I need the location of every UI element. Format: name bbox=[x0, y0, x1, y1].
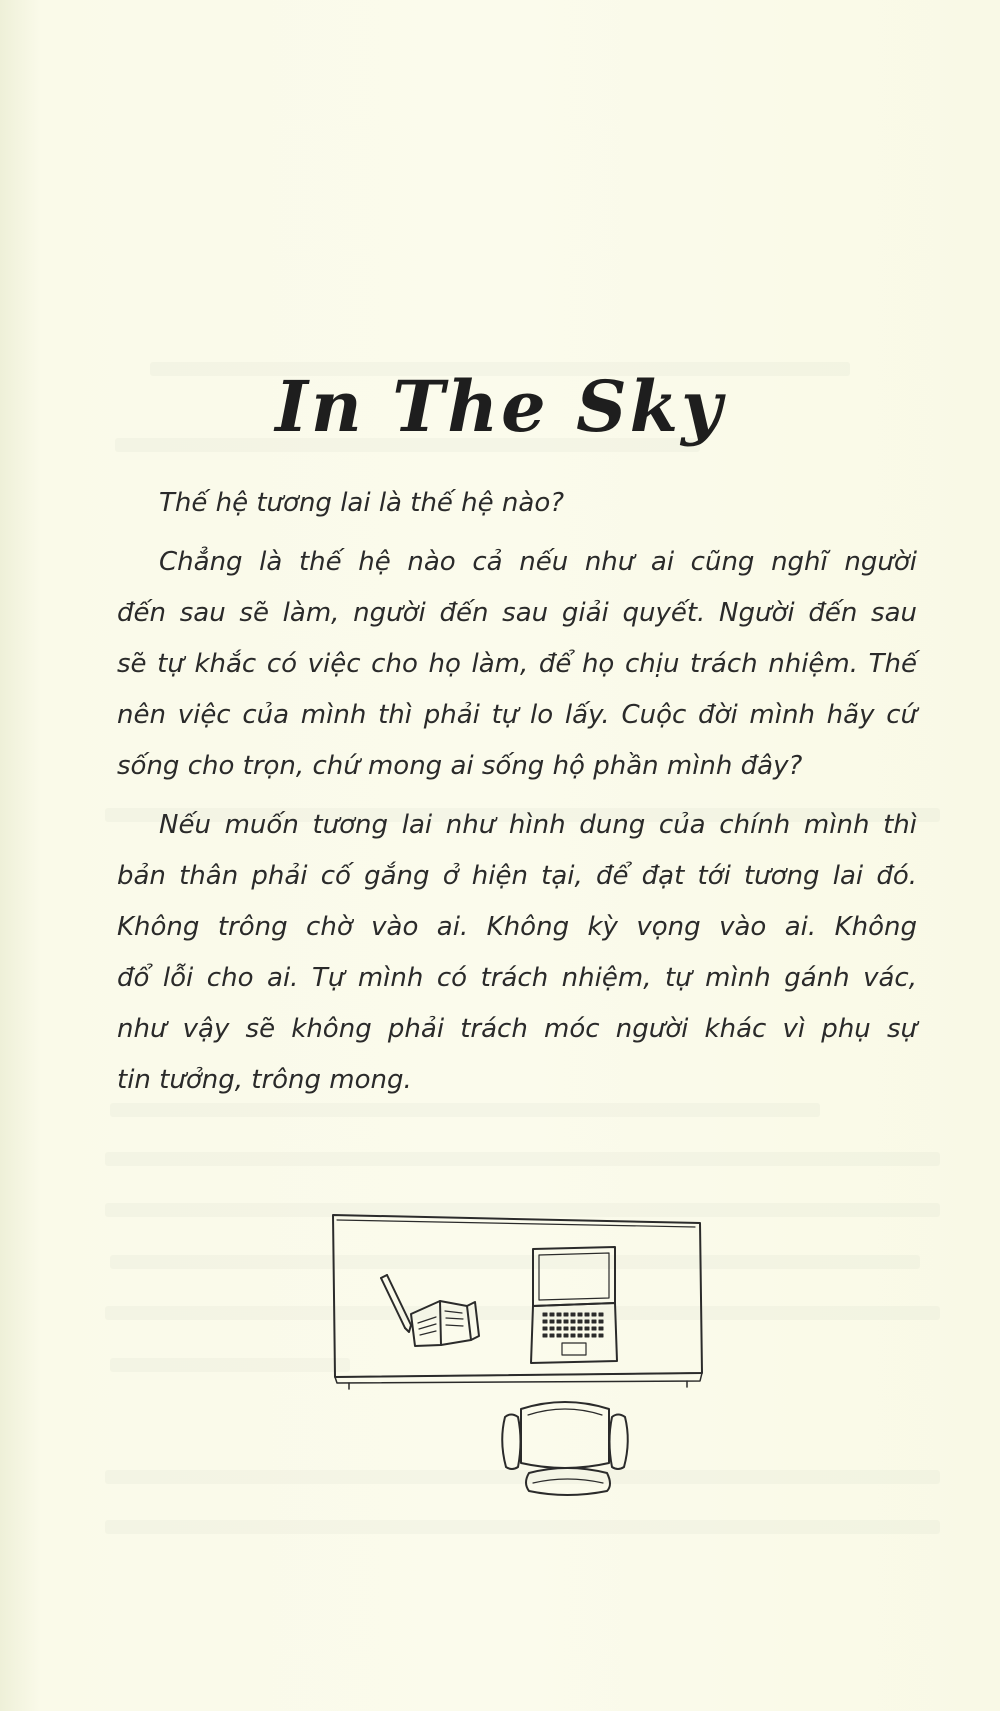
show-through-text bbox=[105, 1520, 940, 1534]
text-line: Chẳng là thế hệ nào cả nếu như ai cũng nghĩ người bbox=[159, 547, 917, 577]
text-line: Không trông chờ vào ai. Không kỳ vọng vào ai. Không bbox=[117, 912, 917, 942]
text-line: sẽ tự khắc có việc cho họ làm, để họ chịu trách nhiệm. Thế bbox=[117, 649, 917, 679]
text-line: sống cho trọn, chứ mong ai sống hộ phần mình đây? bbox=[117, 751, 803, 781]
chapter-title: In The Sky bbox=[275, 364, 725, 448]
text-line: bản thân phải cố gắng ở hiện tại, để đạt tới tương lai đó. bbox=[117, 861, 917, 891]
text-line: nên việc của mình thì phải tự lo lấy. Cuộc đời mình hãy cứ bbox=[117, 700, 917, 730]
paragraph bbox=[117, 478, 917, 529]
show-through-text bbox=[105, 1152, 940, 1166]
text-line: đổ lỗi cho ai. Tự mình có trách nhiệm, tự mình gánh vác, bbox=[117, 963, 917, 993]
show-through-text bbox=[110, 1358, 350, 1372]
text-line: đến sau sẽ làm, người đến sau giải quyết. Người đến sau bbox=[117, 598, 917, 628]
desk-with-laptop-book-chair-icon bbox=[315, 1205, 715, 1505]
paragraph bbox=[117, 537, 917, 792]
text-line: Thế hệ tương lai là thế hệ nào? bbox=[159, 488, 565, 518]
text-line: Nếu muốn tương lai như hình dung của chính mình thì bbox=[159, 810, 917, 840]
text-line: như vậy sẽ không phải trách móc người khác vì phụ sự bbox=[117, 1014, 917, 1044]
paragraph bbox=[117, 800, 917, 1106]
body-text bbox=[117, 478, 917, 1106]
text-line: tin tưởng, trông mong. bbox=[117, 1065, 412, 1095]
